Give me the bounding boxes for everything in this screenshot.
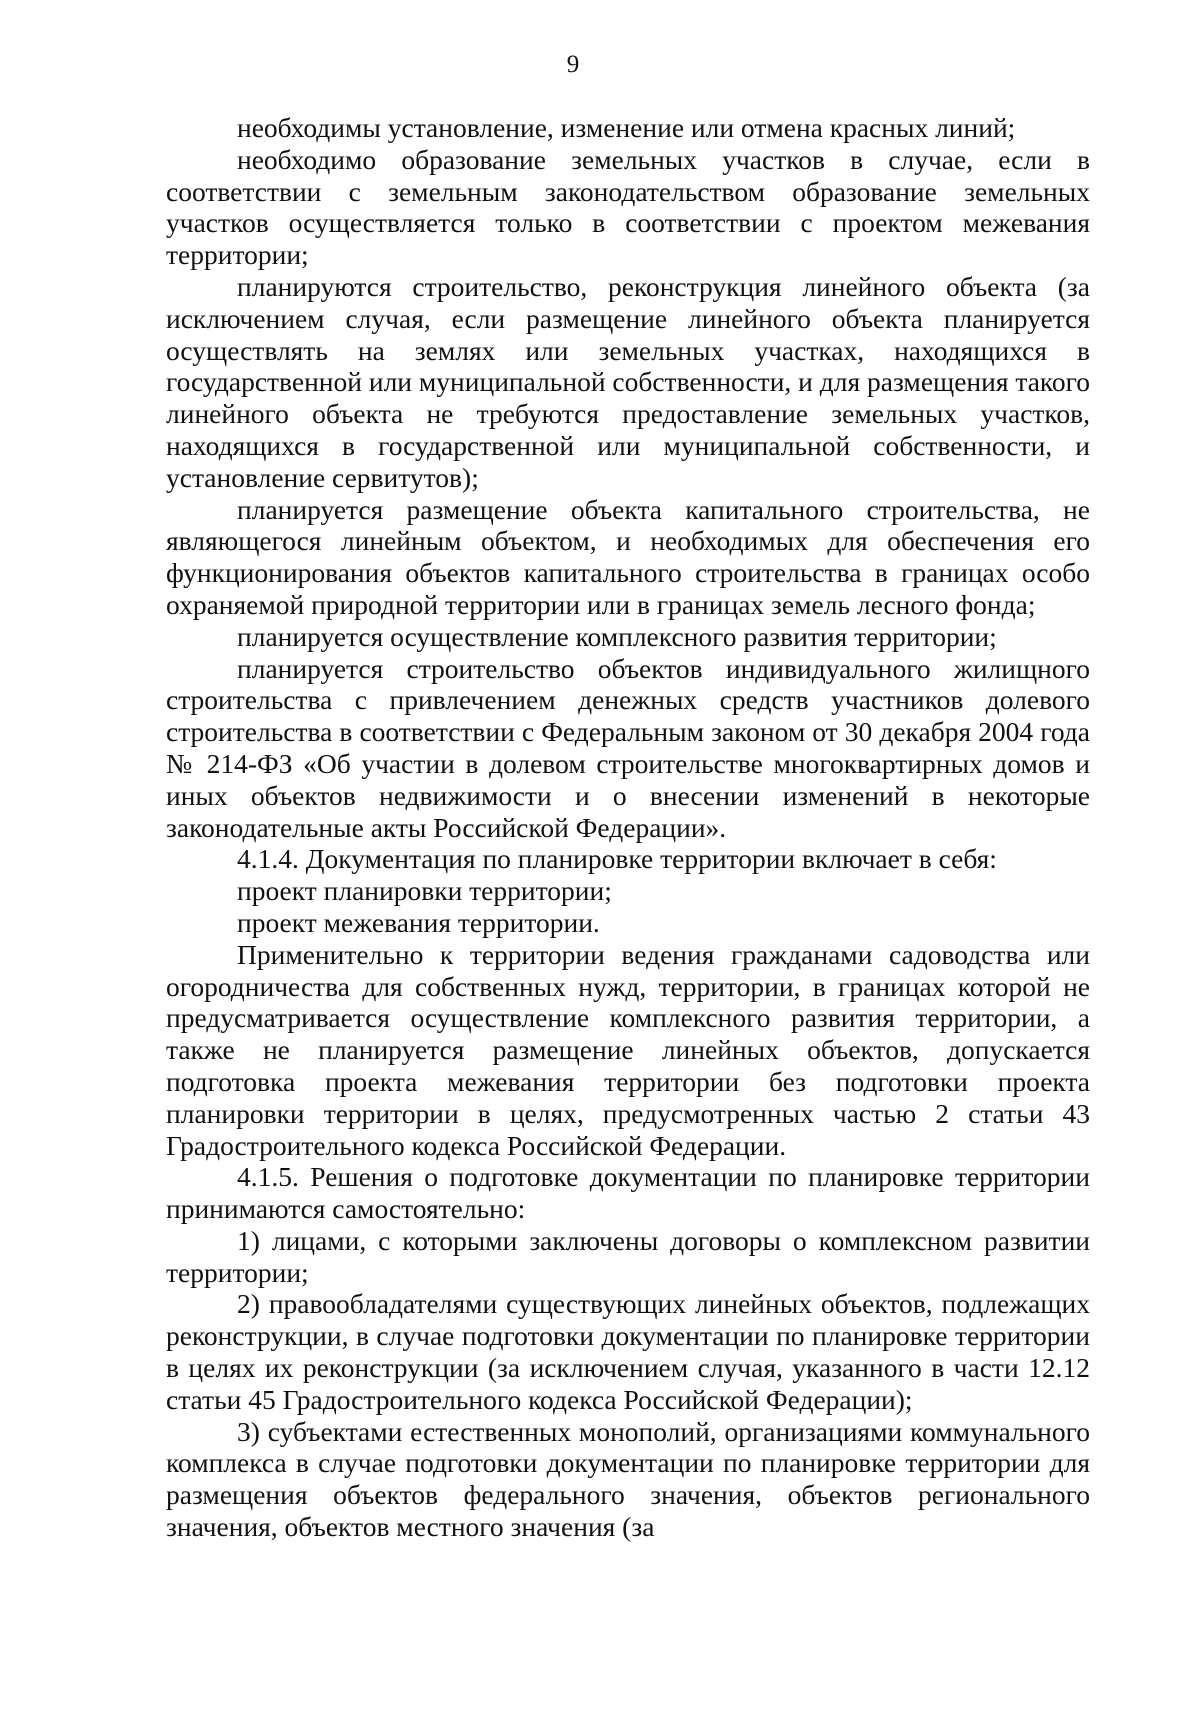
document-body [166, 112, 1090, 1543]
paragraph-surveying-project: проект межевания территории. [237, 906, 600, 938]
paragraph-item-3: 3) субъектами естественных монополий, организациями коммунального комплекса в случае подготовки документации по планировке территории для размещения объектов федерального значения, объектов регионального значения, объектов местного значения (за [166, 1415, 1090, 1543]
paragraph-section-4-1-5: 4.1.5. Решения о подготовке документации по планировке территории принимаются самостоятельно: [166, 1161, 1090, 1225]
paragraph-capital-construction: планируется размещение объекта капитального строительства, не являющегося линейным объектом, и необходимых для обеспечения его функционирования объектов капитального строительства в границах особо охраняемой природной территории или в границах земель лесного фонда; [166, 493, 1090, 620]
paragraph-linear-object: планируются строительство, реконструкция линейного объекта (за исключением случая, если размещение линейного объекта планируется осуществлять на землях или земельных участках, находящихся в государственной или муниципальной собственности, и для размещения такого линейного объекта не требуются предоставление земельных участков, находящихся в государственной или муниципальной собственности, и установление сервитутов); [166, 270, 1090, 493]
paragraph-item-1: 1) лицами, с которыми заключены договоры о комплексном развитии территории; [166, 1224, 1090, 1288]
paragraph-complex-development: планируется осуществление комплексного развития территории; [237, 620, 997, 652]
page-number: 9 [566, 51, 580, 78]
paragraph-individual-housing: планируется строительство объектов индивидуального жилищного строительства с привлечением денежных средств участников долевого строительства в соответствии с Федеральным законом от 30 декабря 2004 года № 214-ФЗ «Об участии в долевом строительстве многоквартирных домов и иных объектов недвижимости и о внесении изменений в некоторые законодательные акты Российской Федерации». [166, 652, 1090, 843]
paragraph-planning-project: проект планировки территории; [237, 875, 612, 907]
paragraph-section-4-1-4: 4.1.4. Документация по планировке территории включает в себя: [237, 843, 997, 875]
paragraph-red-lines: необходимы установление, изменение или отмена красных линий; [237, 112, 1016, 143]
paragraph-gardening-territory: Применительно к территории ведения гражданами садоводства или огородничества для собственных нужд, территории, в границах которой не предусматривается осуществление комплексного развития территории, а также не планируется размещение линейных объектов, допускается подготовка проекта межевания территории без подготовки проекта планировки территории в целях, предусмотренных частью 2 статьи 43 Градостроительного кодекса Российской Федерации. [166, 938, 1090, 1161]
paragraph-land-plots: необходимо образование земельных участков в случае, если в соответствии с земельным законодательством образование земельных участков осуществляется только в соответствии с проектом межевания территории; [166, 143, 1090, 271]
paragraph-item-2: 2) правообладателями существующих линейных объектов, подлежащих реконструкции, в случае подготовки документации по планировке территории в целях их реконструкции (за исключением случая, указанного в части 12.12 статьи 45 Градостроительного кодекса Российской Федерации); [166, 1288, 1090, 1415]
